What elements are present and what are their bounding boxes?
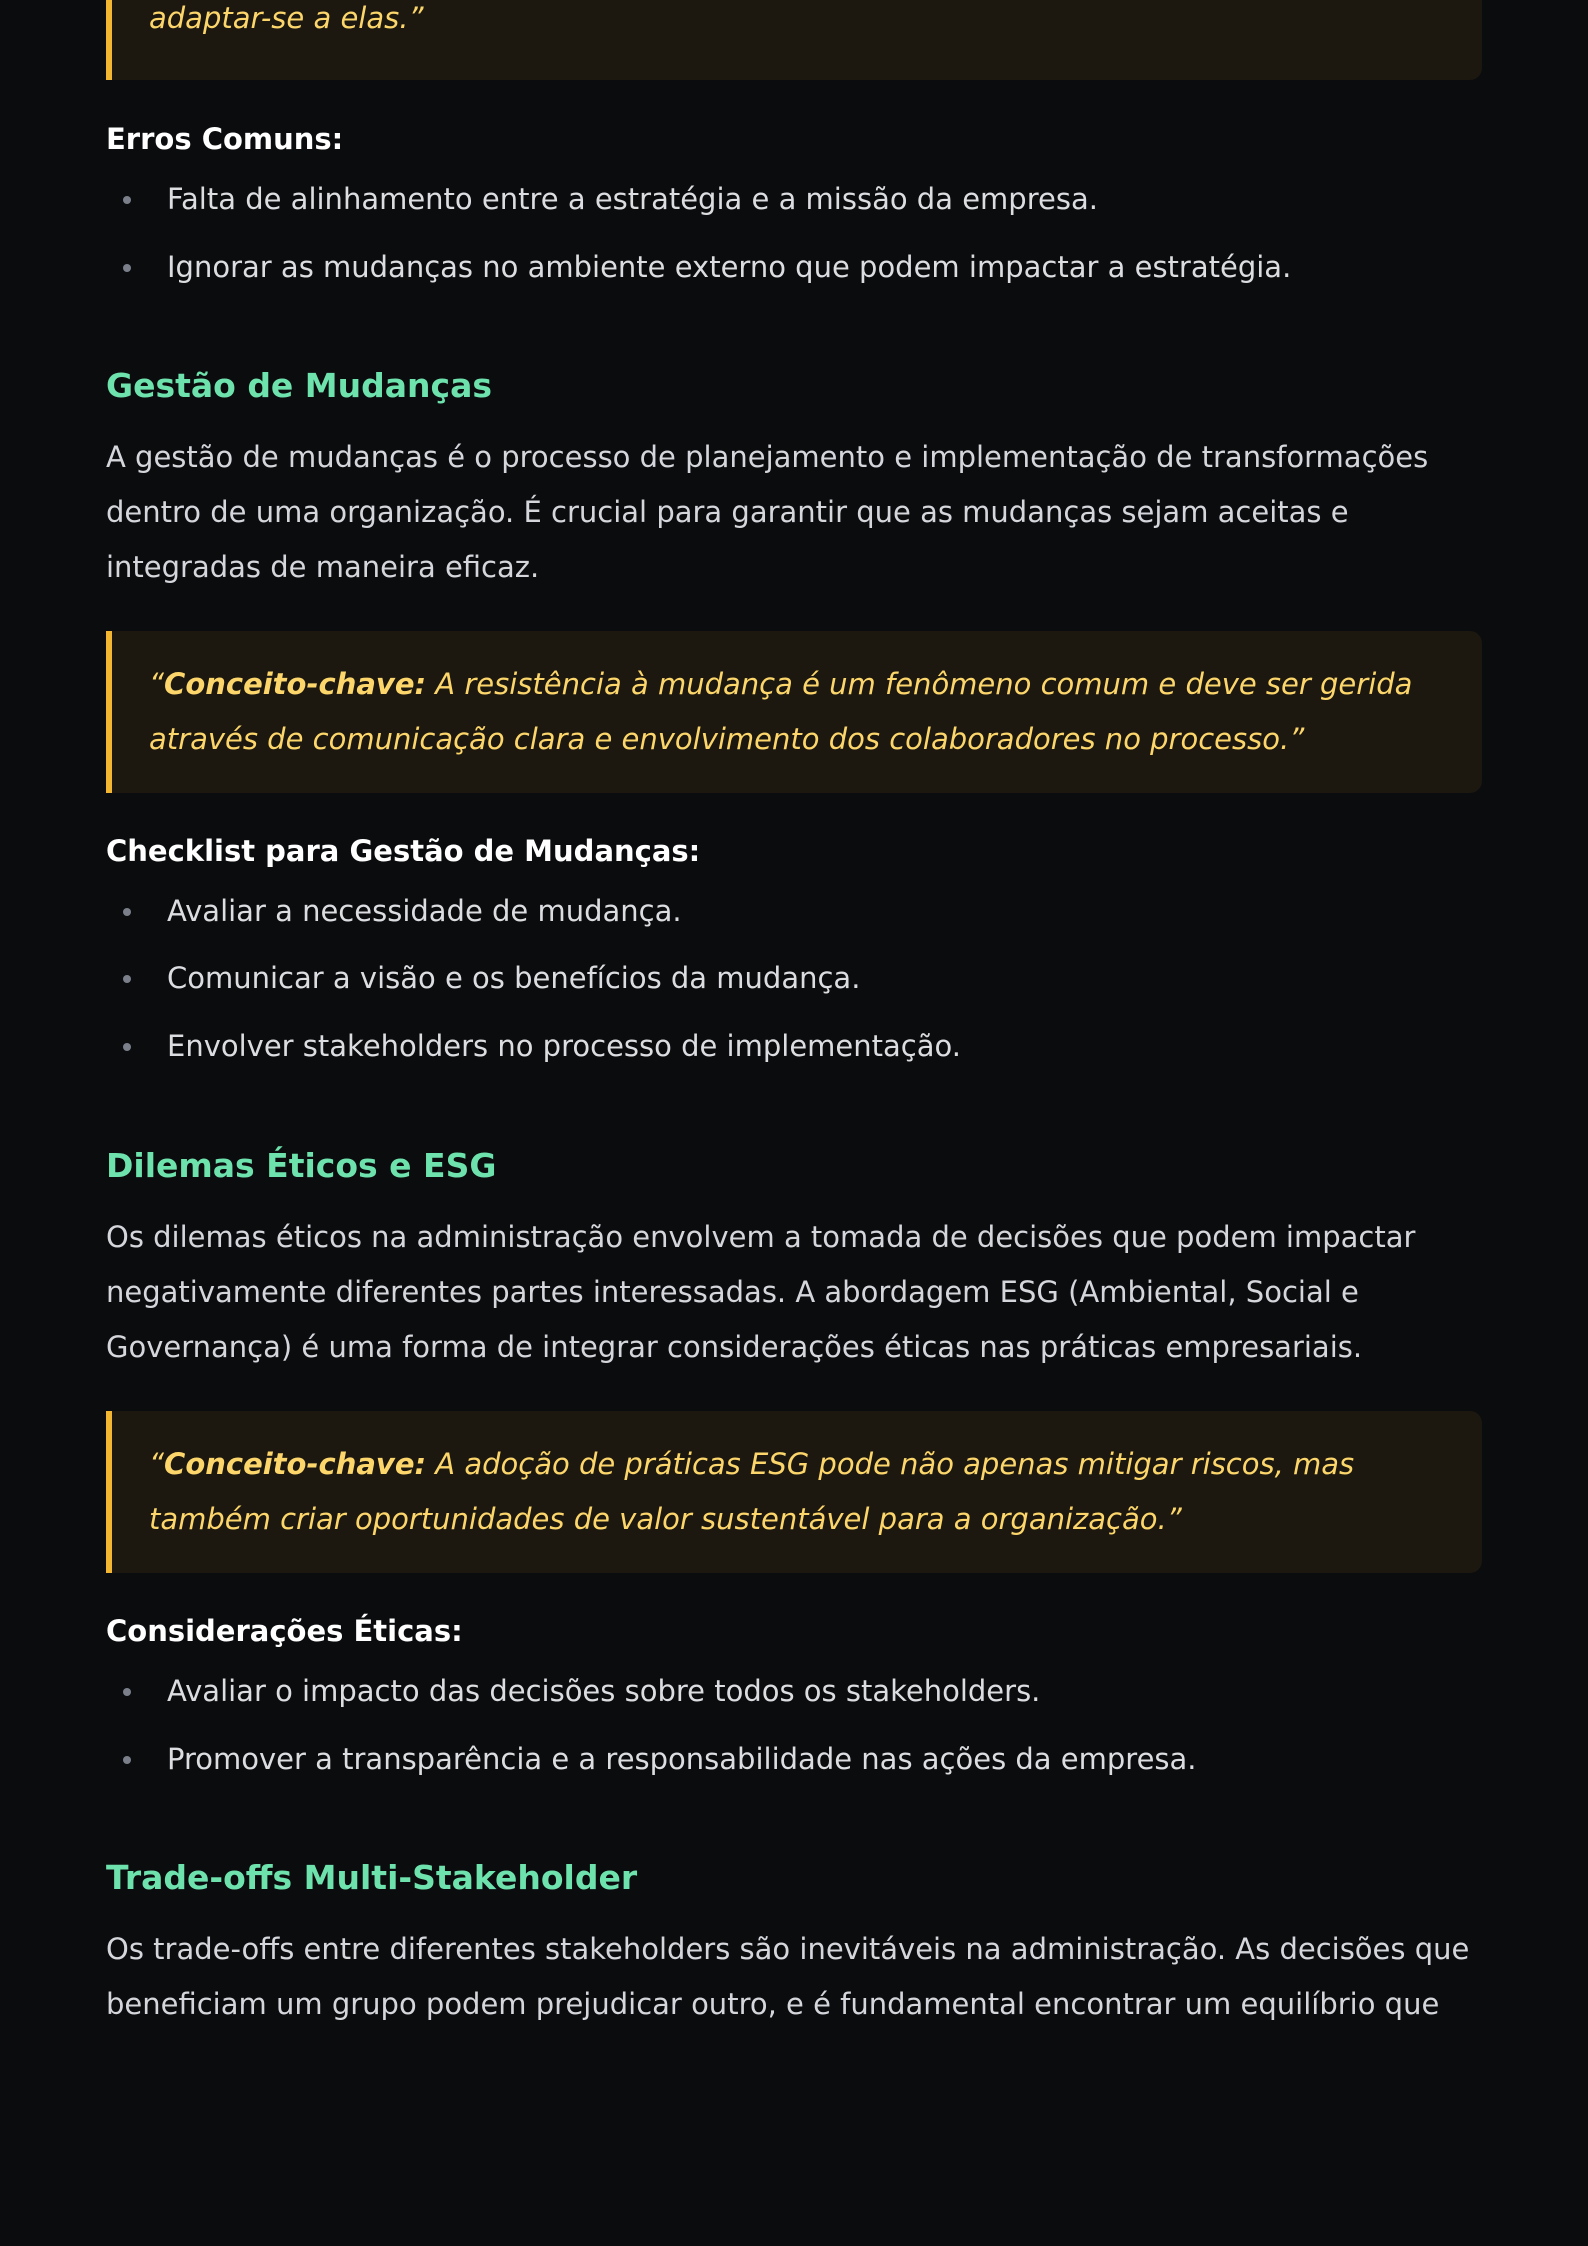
common-errors-heading: Erros Comuns: (106, 122, 344, 156)
section-title-ethics-esg: Dilemas Éticos e ESG (106, 1146, 497, 1185)
section-paragraph: A gestão de mudanças é o processo de planejamento e implementação de transformações dentro de uma organização. É crucial para garantir que as mudanças sejam aceitas e integradas de maneira eficaz. (106, 440, 1429, 584)
quote-text: adaptar-se a elas.” (149, 1, 424, 35)
list-item: Promover a transparência e a responsabilidade nas ações da empresa. (106, 1739, 1482, 1779)
checklist-heading: Checklist para Gestão de Mudanças: (106, 834, 701, 868)
section-paragraph: Os trade-offs entre diferentes stakeholders são inevitáveis na administração. As decisões que beneficiam um grupo podem prejudicar outro, e é fundamental encontrar um equilíbrio que (106, 1932, 1470, 2021)
list-item: Avaliar o impacto das decisões sobre todos os stakeholders. (106, 1671, 1482, 1711)
section-paragraph: Os dilemas éticos na administração envolvem a tomada de decisões que podem impactar negativamente diferentes partes interessadas. A abordagem ESG (Ambiental, Social e Governança) é uma forma de integrar considerações éticas nas práticas empresariais. (106, 1220, 1416, 1364)
key-concept-quote: “Conceito-chave: A adoção de práticas ESG pode não apenas mitigar riscos, mas também criar oportunidades de valor sustentável para a organização.” (106, 1411, 1482, 1573)
list-item: Comunicar a visão e os benefícios da mudança. (106, 958, 1482, 998)
section-title-tradeoffs: Trade-offs Multi-Stakeholder (106, 1858, 638, 1897)
considerations-heading: Considerações Éticas: (106, 1614, 463, 1648)
list-item: Avaliar a necessidade de mudança. (106, 891, 1482, 931)
list-item: Falta de alinhamento entre a estratégia e a missão da empresa. (106, 179, 1482, 219)
common-errors-list (106, 179, 1482, 287)
considerations-list (106, 1671, 1482, 1779)
key-concept-label: Conceito-chave: (164, 1447, 427, 1481)
section-title-change-management: Gestão de Mudanças (106, 366, 492, 405)
list-item: Ignorar as mudanças no ambiente externo que podem impactar a estratégia. (106, 247, 1482, 287)
key-concept-label: Conceito-chave: (164, 667, 427, 701)
article-content (106, 0, 1482, 2032)
quote-text: A resistência à mudança é um fenômeno comum e deve ser gerida através de comunicação clara e envolvimento dos colaboradores no processo.” (149, 667, 1413, 756)
key-concept-quote: “Conceito-chave: A resistência à mudança é um fenômeno comum e deve ser gerida através de comunicação clara e envolvimento dos colaboradores no processo.” (106, 631, 1482, 793)
checklist (106, 891, 1482, 1066)
list-item: Envolver stakeholders no processo de implementação. (106, 1026, 1482, 1066)
key-concept-quote (106, 0, 1482, 80)
quote-text: A adoção de práticas ESG pode não apenas mitigar riscos, mas também criar oportunidades de valor sustentável para a organização.” (149, 1447, 1355, 1536)
